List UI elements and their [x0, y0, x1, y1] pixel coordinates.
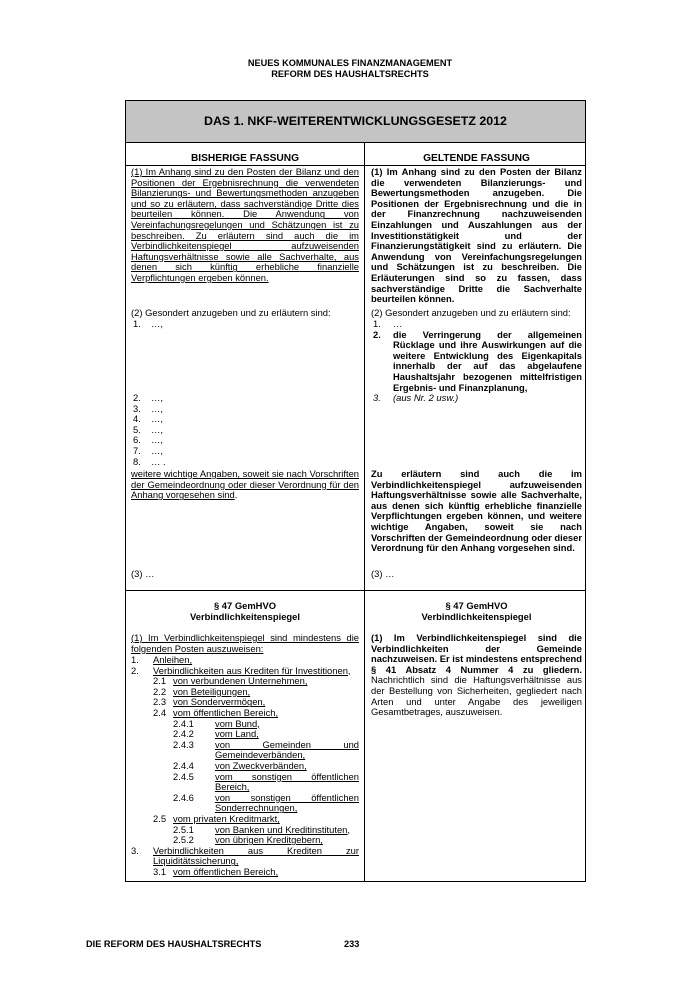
- item-number: 1.: [133, 318, 141, 329]
- item-number: 2.5.1: [173, 823, 194, 835]
- left-section-heading: [131, 601, 359, 622]
- left-para-1: (1) Im Anhang sind zu den Posten der Bilanz und den Positionen der Ergebnisrechnung die verwendeten Bilanzierungs- und Bewertungsmethoden anzugeben und so zu erläutern, dass sachverständige Dritte dies beurteilen können. Die Anwendung von Vereinfachungsregelungen und Schätzungen ist zu beschreiben. Zu erläutern sind auch die im Verbindlichkeitenspiegel aufzuweisenden Haftungsverhältnisse sowie alle Sachverhalte, aus denen sich künftig erhebliche finanzielle Verpflichtungen ergeben können.: [131, 166, 359, 283]
- list-item: [153, 867, 359, 878]
- item-text: von übrigen Kreditgebern,: [215, 834, 323, 846]
- plain-text: Nachrichtlich sind die Haftungsverhältnisse aus der Bestellung von Sicherheiten, gegliedert nach Arten und unter Angabe des jeweiligen Gesamtbetrages, auszuweisen.: [371, 674, 582, 718]
- item-number: 2.2: [153, 685, 167, 697]
- right-para-3: (3) …: [371, 568, 395, 579]
- item-number: 2.4.2: [173, 728, 194, 740]
- list-item: [371, 330, 582, 394]
- item-text: …,: [151, 392, 163, 403]
- item-text: von Zweckverbänden,: [215, 759, 307, 771]
- left-para-3: (3) …: [131, 568, 155, 579]
- right-sec2-para-1: [371, 633, 582, 718]
- paragraph-ref: § 47 GemHVO: [445, 600, 508, 611]
- list-item: [131, 393, 359, 404]
- paragraph-title: Verbindlichkeitenspiegel: [190, 610, 300, 622]
- item-number: 3.: [373, 392, 381, 404]
- item-text: von Sondervermögen,: [173, 696, 266, 708]
- list-item: [173, 772, 359, 793]
- item-text: …,: [151, 413, 163, 425]
- item-number: 2.4.3: [173, 738, 194, 750]
- item-number: 5.: [133, 423, 141, 435]
- left-item-1: [131, 319, 359, 330]
- item-number: 6.: [133, 434, 141, 446]
- item-number: 1.: [373, 318, 381, 329]
- item-text: vom sonstigen öffentlichen Bereich,: [215, 770, 359, 793]
- item-text: von Banken und Kreditinstituten,: [215, 823, 350, 835]
- section-rule: [126, 590, 585, 591]
- bold-text: (1) Im Verbindlichkeitenspiegel sind die Verbindlichkeiten der Gemeinde nachzuweisen. Er ist mindestens entsprechend § 41 Absatz 4 Nummer 4 zu gliedern.: [371, 632, 582, 675]
- list-item: [131, 404, 359, 415]
- list-item: [371, 393, 582, 404]
- item-number: 3.1: [153, 865, 167, 877]
- item-number: 2.: [133, 392, 141, 403]
- list-item: [173, 719, 359, 730]
- left-items-2-8: [131, 393, 359, 467]
- running-header-line1: NEUES KOMMUNALES FINANZMANAGEMENT: [247, 58, 453, 68]
- item-number: 2.5: [153, 812, 167, 824]
- list-item: [131, 846, 359, 867]
- item-number: 2.4.1: [173, 717, 194, 729]
- item-number: 2.5.2: [173, 834, 194, 846]
- right-section-heading: [371, 601, 582, 622]
- item-number: 2.4.5: [173, 770, 194, 782]
- item-number: 8.: [133, 455, 141, 467]
- item-number: 2.: [373, 328, 381, 340]
- item-text: …,: [151, 402, 163, 414]
- list-item: [131, 446, 359, 457]
- column-divider: [364, 142, 365, 882]
- item-number: 2.4.6: [173, 791, 194, 803]
- item-number: 3.: [131, 844, 139, 856]
- item-text: …,: [151, 423, 163, 435]
- list-item: [173, 793, 359, 814]
- right-para-2-intro: (2) Gesondert anzugeben und zu erläutern sind:: [371, 307, 571, 318]
- item-number: 4.: [133, 413, 141, 425]
- item-text: vom privaten Kreditmarkt,: [173, 812, 280, 824]
- page-number: 233: [344, 939, 360, 949]
- column-header-previous: BISHERIGE FASSUNG: [190, 153, 300, 164]
- item-text: von sonstigen öffentlichen Sonderrechnungen,: [215, 791, 359, 814]
- item-text: die Verringerung der allgemeinen Rücklage und ihre Auswirkungen auf die weitere Entwicklung des Eigenkapitals innerhalb der auf das abgelaufene Haushaltsjahr bezogenen mittelfristigen Ergebnis- und Finanzplanung,: [393, 328, 582, 393]
- paragraph-ref: § 47 GemHVO: [213, 600, 276, 611]
- item-text: von verbundenen Unternehmen,: [173, 675, 308, 687]
- right-items: [371, 319, 582, 404]
- left-sec2-intro: (1) Im Verbindlichkeitenspiegel sind mindestens die folgenden Posten auszuweisen:: [131, 632, 359, 654]
- item-text: vom Bund,: [215, 717, 260, 729]
- footer-title: DIE REFORM DES HAUSHALTSRECHTS: [86, 939, 262, 949]
- item-text: (aus Nr. 2 usw.): [393, 392, 459, 404]
- item-text: vom Land,: [215, 728, 259, 740]
- running-header-line2: REFORM DES HAUSHALTSRECHTS: [271, 69, 429, 79]
- item-text: von Beteiligungen,: [173, 685, 251, 697]
- item-number: 1.: [131, 654, 139, 665]
- item-text: vom öffentlichen Bereich,: [173, 706, 279, 718]
- item-number: 2.1: [153, 675, 167, 687]
- paragraph-title: Verbindlichkeitenspiegel: [421, 610, 532, 622]
- item-number: 3.: [133, 402, 141, 414]
- left-para-2-intro: (2) Gesondert anzugeben und zu erläutern sind:: [131, 307, 331, 318]
- list-item: [173, 740, 359, 761]
- item-text: Verbindlichkeiten aus Krediten zur Liquiditätssicherung,: [153, 844, 359, 867]
- item-number: 7.: [133, 444, 141, 456]
- item-text: …,: [151, 434, 163, 446]
- list-item: [131, 414, 359, 425]
- item-number: 2.3: [153, 696, 167, 708]
- item-text: … .: [151, 455, 166, 467]
- item-text: Anleihen,: [153, 654, 193, 665]
- item-number: 2.4: [153, 706, 167, 718]
- item-text: Verbindlichkeiten aus Krediten für Investitionen,: [153, 664, 351, 676]
- left-sec2-list: [131, 655, 359, 877]
- item-text: …: [393, 318, 403, 329]
- tail-end: .: [234, 489, 238, 501]
- item-text: von Gemeinden und Gemeindeverbänden,: [215, 738, 359, 761]
- list-item: [131, 425, 359, 436]
- item-text: vom öffentlichen Bereich,: [173, 865, 279, 877]
- right-para-1: (1) Im Anhang sind zu den Posten der Bilanz die verwendeten Bilanzierungs- und Bewertungsmethoden anzugeben. Die Positionen der Ergebnisrechnung und die in der Finanzrechnung nachzuweisenden Einzahlungen und Auszahlungen aus der Investitionstätigkeit und der Finanzierungstätigkeit sind zu erläutern. Die Anwendung von Vereinfachungsregelungen und Schätzungen ist zu beschreiben. Die Erläuterungen sind so zu fassen, dass sachverständige Dritte die Sachverhalte beurteilen können.: [371, 166, 582, 305]
- list-item: [131, 435, 359, 446]
- table-title: DAS 1. NKF-WEITERENTWICKLUNGSGESETZ 2012: [126, 101, 585, 143]
- column-header-current: GELTENDE FASSUNG: [423, 153, 530, 164]
- item-text: …,: [151, 444, 163, 456]
- item-text: …,: [151, 318, 163, 329]
- right-para-2-tail: Zu erläutern sind auch die im Verbindlichkeitenspiegel aufzuweisenden Haftungsverhältnisse sowie alle Sachverhalte, aus denen sich künftig erhebliche finanzielle Verpflichtungen ergeben können, und weitere wichtige Angaben, soweit sie nach Vorschriften der Gemeindeordnung oder dieser Verordnung für den Anhang vorgesehen sind.: [371, 468, 582, 554]
- left-para-2-tail: [131, 469, 359, 501]
- comparison-table: [125, 100, 586, 882]
- tail-text: weitere wichtige Angaben, soweit sie nach Vorschriften der Gemeindeordnung oder dieser Verordnung für den Anhang vorgesehen sind: [131, 468, 359, 501]
- item-number: 2.: [131, 664, 139, 676]
- item-number: 2.4.4: [173, 759, 194, 771]
- list-item: [131, 457, 359, 468]
